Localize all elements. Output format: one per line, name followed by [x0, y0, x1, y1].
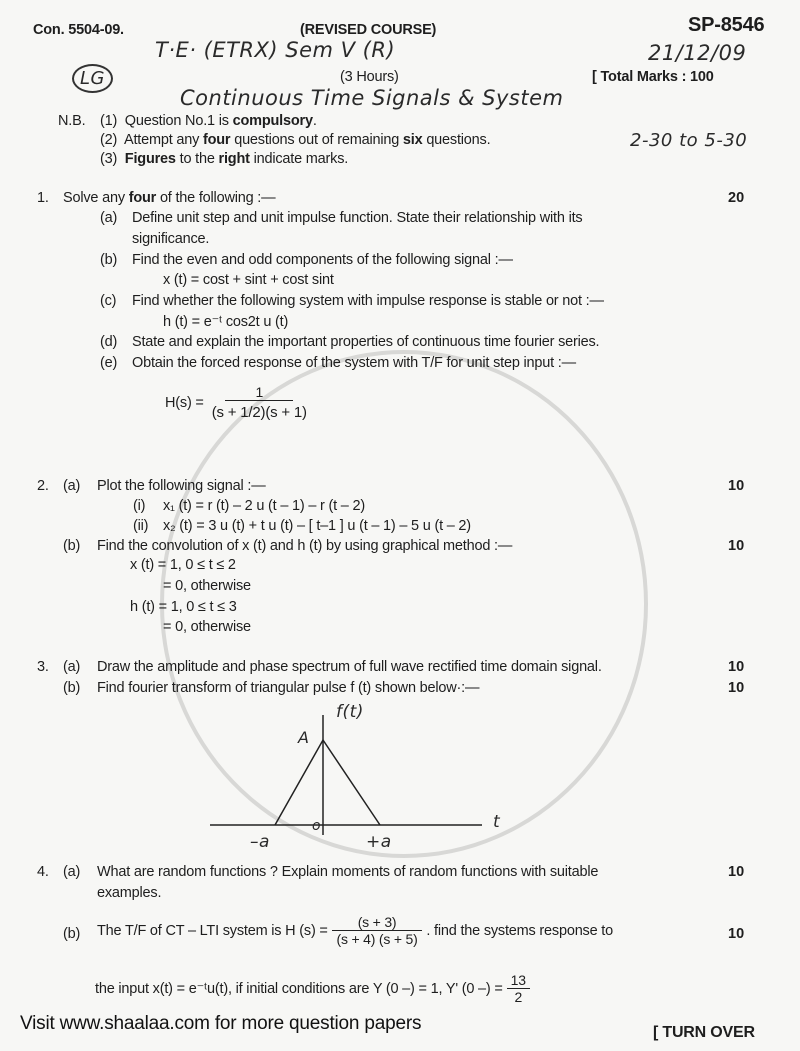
- q1a-label: (a): [100, 210, 118, 226]
- triangle-pulse: [275, 740, 380, 825]
- q1-number: 1.: [37, 190, 49, 206]
- q2b-x-def: x (t) = 1, 0 ≤ t ≤ 2: [130, 557, 236, 573]
- q1e-text: Obtain the forced response of the system with T/F for unit step input :—: [132, 355, 576, 371]
- q2b-label: (b): [63, 538, 81, 554]
- q1a-text-2: significance.: [132, 231, 210, 247]
- q1d-text: State and explain the important properties of continuous time fourier series.: [132, 334, 600, 350]
- q2b-x-otherwise: = 0, otherwise: [163, 578, 251, 594]
- handwritten-class: T·E· (ETRX) Sem V (R): [155, 38, 396, 62]
- instruction-3: (3) Figures to the right indicate marks.: [100, 151, 349, 167]
- q1a-text: Define unit step and unit impulse function. State their relationship with its: [132, 210, 583, 226]
- q4-number: 4.: [37, 864, 49, 880]
- con-number: Con. 5504-09.: [33, 22, 124, 38]
- q2-number: 2.: [37, 478, 49, 494]
- q2b-h-otherwise: = 0, otherwise: [163, 619, 251, 635]
- q1b-label: (b): [100, 252, 118, 268]
- q3a-label: (a): [63, 659, 81, 675]
- q4b-label: (b): [63, 926, 81, 942]
- handwritten-time: 2-30 to 5-30: [630, 130, 748, 151]
- nb-label: N.B.: [58, 113, 86, 129]
- q2a-i-label: (i): [133, 498, 146, 514]
- q4a-marks: 10: [728, 864, 745, 880]
- q2b-marks: 10: [728, 538, 745, 554]
- q3b-text: Find fourier transform of triangular pulse f (t) shown below·:—: [97, 680, 480, 696]
- q3b-label: (b): [63, 680, 81, 696]
- q4b-text-3: the input x(t) = e⁻ᵗu(t), if initial conditions are Y (0 –) = 1, Y' (0 –) =: [95, 980, 503, 997]
- q2a-marks: 10: [728, 478, 745, 494]
- q1b-equation: x (t) = cost + sint + cost sint: [163, 272, 334, 288]
- q2b-h-def: h (t) = 1, 0 ≤ t ≤ 3: [130, 599, 237, 615]
- q1e-fraction: $\frac{1}{(s + 1/2)(s + 1)}$: [211, 384, 307, 421]
- course-type: (REVISED COURSE): [300, 22, 437, 38]
- paper-code: SP-8546: [688, 14, 765, 36]
- q1e-label: (e): [100, 355, 118, 371]
- q2a-label: (a): [63, 478, 81, 494]
- q4b-text-2: . find the systems response to: [426, 922, 613, 939]
- fig-right: +a: [366, 832, 392, 852]
- instruction-1: (1) Question No.1 is compulsory.: [100, 113, 317, 129]
- fig-ylabel: f(t): [336, 702, 364, 722]
- q4b-fraction-2: $\frac{13}{2}$: [507, 972, 530, 1005]
- handwritten-subject: Continuous Time Signals & System: [180, 86, 564, 110]
- q4a-label: (a): [63, 864, 81, 880]
- q1c-equation: h (t) = e⁻ᵗ cos2t u (t): [163, 314, 289, 330]
- fig-left: –a: [250, 832, 270, 852]
- instruction-2: (2) Attempt any four questions out of remaining six questions.: [100, 132, 491, 148]
- q2b-text: Find the convolution of x (t) and h (t) by using graphical method :—: [97, 538, 513, 554]
- fig-peak: A: [298, 728, 310, 747]
- q4b-fraction: $\frac{(s + 3)}{(s + 4) (s + 5)}$: [332, 914, 423, 947]
- q3a-text: Draw the amplitude and phase spectrum of full wave rectified time domain signal.: [97, 659, 602, 675]
- q1-marks: 20: [728, 190, 745, 206]
- q3-number: 3.: [37, 659, 49, 675]
- q4b-line-2: [95, 972, 534, 1005]
- footer-visit-text: Visit www.shaalaa.com for more question papers: [20, 1013, 422, 1034]
- q2a-text: Plot the following signal :—: [97, 478, 266, 494]
- q4a-text-2: examples.: [97, 885, 162, 901]
- q4b-line: [97, 914, 613, 947]
- q1-text: Solve any four of the following :—: [63, 190, 276, 206]
- q1b-text: Find the even and odd components of the following signal :—: [132, 252, 513, 268]
- total-marks: [ Total Marks : 100: [592, 69, 714, 85]
- q2a-i-equation: x₁ (t) = r (t) – 2 u (t – 1) – r (t – 2): [163, 498, 365, 514]
- q2a-ii-equation: x₂ (t) = 3 u (t) + t u (t) – [ t–1 ] u (t – 1) – 5 u (t – 2): [163, 518, 471, 534]
- q4b-marks: 10: [728, 926, 745, 942]
- q1c-text: Find whether the following system with impulse response is stable or not :—: [132, 293, 604, 309]
- q3a-marks: 10: [728, 659, 745, 675]
- turn-over: [ TURN OVER: [653, 1024, 755, 1041]
- fig-origin: o: [312, 818, 322, 834]
- q2a-ii-label: (ii): [133, 518, 149, 534]
- duration: (3 Hours): [340, 69, 399, 85]
- handwritten-date: 21/12/09: [648, 41, 747, 65]
- q1c-label: (c): [100, 293, 117, 309]
- q4a-text: What are random functions ? Explain moments of random functions with suitable: [97, 864, 599, 880]
- q3b-marks: 10: [728, 680, 745, 696]
- fig-xlabel: t: [493, 812, 501, 832]
- handwritten-circle: LG: [72, 64, 113, 93]
- q1e-eq-lhs: H(s) =: [165, 394, 204, 411]
- q4b-text: The T/F of CT – LTI system is H (s) =: [97, 922, 328, 939]
- q1d-label: (d): [100, 334, 118, 350]
